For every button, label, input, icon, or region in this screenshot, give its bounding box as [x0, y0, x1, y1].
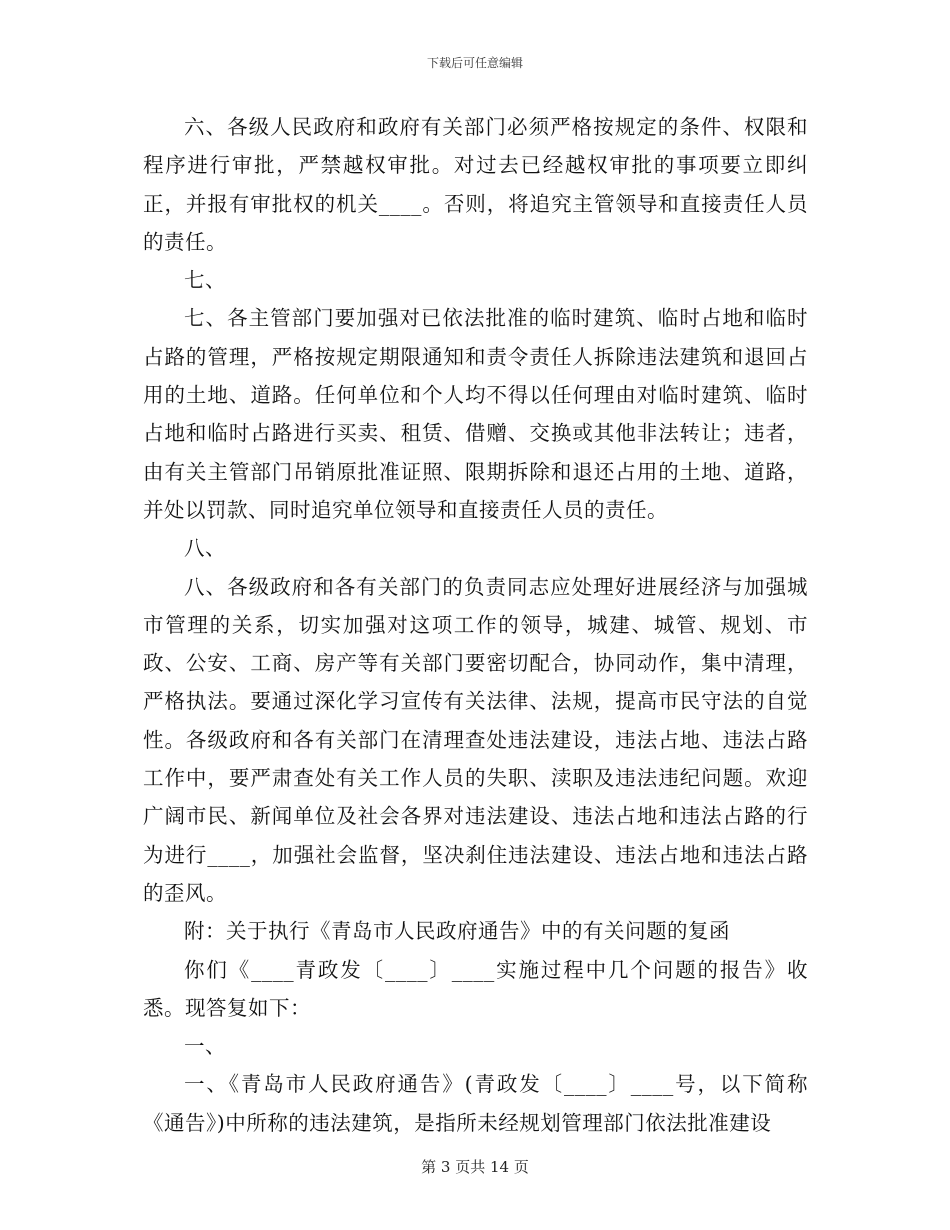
paragraph-8: 八、各级政府和各有关部门的负责同志应处理好进展经济与加强城市管理的关系，切实加强对这项工作的领导，城建、城管、规划、市政、公安、工商、房产等有关部门要密切配合，协同动作，集中清理，严格执法。要通过深化学习宣传有关法律、法规，提高市民守法的自觉性。各级政府和各有关部门在清理查处违法建设，违法占地、违法占路工作中，要严肃查处有关工作人员的失职、渎职及违法违纪问题。欢迎广阔市民、新闻单位及社会各界对违法建设、违法占地和违法占路的行为进行____，加强社会监督，坚决刹住违法建设、违法占地和违法占路的歪风。 — [143, 574, 808, 905]
paragraph-7: 七、各主管部门要加强对已依法批准的临时建筑、临时占地和临时占路的管理，严格按规定期限通知和责令责任人拆除违法建筑和退回占用的土地、道路。任何单位和个人均不得以任何理由对临时建筑、临时占地和临时占路进行买卖、租赁、借赠、交换或其他非法转让；违者，由有关主管部门吊销原批准证照、限期拆除和退还占用的土地、道路，并处以罚款、同时追究单位领导和直接责任人员的责任。 — [143, 306, 808, 522]
section-heading-1: 一、 — [184, 1034, 226, 1059]
page-header: 下载后可任意编辑 — [426, 56, 523, 70]
document-body — [143, 108, 808, 1142]
paragraph-1: 一、《青岛市人民政府通告》(青政发〔____〕____号，以下简称《通告》)中所称的违法建筑，是指所未经规划管理部门依法批准建设 — [143, 1072, 808, 1135]
page-number: 第 3 页共 14 页 — [421, 1158, 529, 1176]
reply-intro: 你们《____青政发〔____〕____实施过程中几个问题的报告》收悉。现答复如下： — [143, 957, 808, 1020]
section-heading-8: 八、 — [184, 536, 226, 561]
section-heading-7: 七、 — [184, 268, 226, 293]
paragraph-6: 六、各级人民政府和政府有关部门必须严格按规定的条件、权限和程序进行审批，严禁越权审批。对过去已经越权审批的事项要立即纠正，并报有审批权的机关____。否则，将追究主管领导和直接责任人员的责任。 — [143, 115, 808, 254]
attachment-title: 附：关于执行《青岛市人民政府通告》中的有关问题的复函 — [184, 919, 730, 944]
